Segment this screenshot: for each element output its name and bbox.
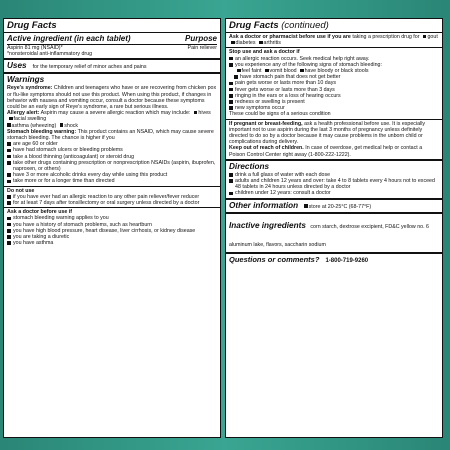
ask-doctor-heading: Ask a doctor before use if <box>7 209 73 216</box>
stomach-label: Stomach bleeding warning: <box>7 128 77 135</box>
warnings-section <box>4 74 220 186</box>
serious-condition-note: These could be signs of a serious condition <box>229 111 331 118</box>
pregnancy-text: ask a health professional before use. It is especially important not to use aspirin during the last 3 months of pregnancy unless definitely directed to do so by a doctor because it may cause problems in the unborn child or complications during delivery. <box>229 120 426 146</box>
stomach-text: This product contains an NSAID, which may cause severe stomach bleeding. The chance is higher if you <box>7 128 214 142</box>
sign-item: feel faint <box>241 68 262 75</box>
allergy-item: shock <box>64 122 79 129</box>
ingredient-footnote: *nonsteroidal anti-inflammatory drug <box>7 51 93 58</box>
list-item: stomach bleeding warning applies to you <box>7 215 217 221</box>
directions-section <box>226 161 442 200</box>
inactive-ingredients-text: corn starch, dextrose excipient, FD&C yellow no. 6 aluminum lake, flavors, saccharin sodium <box>229 223 430 248</box>
list-item: you experience any of the following signs of stomach bleeding: <box>229 62 439 68</box>
inactive-ingredients-heading: Inactive ingredients <box>229 220 306 230</box>
allergy-item: hives <box>198 110 211 117</box>
allergy-item: asthma (wheezing) <box>11 122 57 129</box>
pregnancy-label: If pregnant or breast-feeding, <box>229 120 303 127</box>
inactive-ingredients-section <box>226 214 442 254</box>
list-item: fever gets worse or lasts more than 3 days <box>229 87 439 93</box>
ask-pharmacist-heading: Ask a doctor or pharmacist before use if you are <box>229 34 351 40</box>
list-item: for at least 7 days after tonsillectomy or oral surgery unless directed by a doctor <box>7 200 217 206</box>
directions-heading: Directions <box>229 161 270 171</box>
list-item: ringing in the ears or a loss of hearing occurs <box>229 93 439 99</box>
list-item: drink a full glass of water with each dose <box>229 172 439 178</box>
condition-item: arthritis <box>263 40 281 47</box>
active-ingredient-section <box>4 33 220 60</box>
storage-text: store at 20-25°C (68-77°F) <box>308 203 372 210</box>
list-item: have had stomach ulcers or bleeding problems <box>7 147 217 153</box>
ask-pharmacist-section <box>226 33 442 48</box>
reyes-syndrome-warning <box>7 85 217 110</box>
stop-use-heading: Stop use and ask a doctor if <box>229 49 300 56</box>
list-item: adults and children 12 years and over: take 4 to 8 tablets every 4 hours not to exceed 48 tablets in 24 hours unless directed by a doctor <box>229 178 439 190</box>
list-item: an allergic reaction occurs. Seek medical help right away. <box>229 56 439 62</box>
list-item: take a blood thinning (anticoagulant) or steroid drug <box>7 154 217 160</box>
sign-item: vomit blood <box>269 68 297 75</box>
list-item: redness or swelling is present <box>229 99 439 105</box>
stomach-bleeding-warning <box>7 129 217 141</box>
do-not-use-heading: Do not use <box>7 187 35 194</box>
list-item: children under 12 years: consult a doctor <box>229 190 439 196</box>
list-item: take other drugs containing prescription or nonprescription NSAIDs (aspirin, ibuprofen, naproxen, or others) <box>7 160 217 172</box>
list-item: take more or for a longer time than directed <box>7 178 217 184</box>
drug-facts-continued-title <box>226 19 442 33</box>
condition-item: diabetes <box>235 40 256 47</box>
other-information-heading: Other information <box>229 200 299 210</box>
active-ingredient-header <box>7 34 217 45</box>
keep-out-label: Keep out of reach of children. <box>229 145 304 152</box>
reyes-text: Children and teenagers who have or are recovering from chicken pox or flu-like symptoms should not use this product. When using this product, if changes in behavior with nausea and vomiting occur, consult a doctor because these symptoms could be an early sign of Reye's syndrome, a rare but serious illness. <box>7 85 217 111</box>
active-ingredient-heading: Active ingredient (in each tablet) <box>7 34 131 43</box>
allergy-label: Allergy alert: <box>7 110 40 117</box>
continued-label: (continued) <box>281 20 329 31</box>
allergy-text: Aspirin may cause a severe allergic reaction which may include: <box>40 110 191 117</box>
ask-doctor-section <box>4 208 220 247</box>
drug-facts-panel-right <box>225 18 443 438</box>
list-item: you are taking a diuretic <box>7 234 217 240</box>
ask-pharmacist-text: taking a prescription drug for <box>352 34 420 40</box>
condition-item: gout <box>427 34 438 40</box>
list-item: pain gets worse or lasts more than 10 days <box>229 80 439 86</box>
list-item: have stomach pain that does not get better <box>229 74 439 80</box>
other-information-section <box>226 200 442 214</box>
list-item: you have asthma <box>7 240 217 246</box>
list-item: have 3 or more alcoholic drinks every day while using this product <box>7 172 217 178</box>
list-item: you have a history of stomach problems, such as heartburn <box>7 222 217 228</box>
uses-section <box>4 60 220 74</box>
warnings-heading: Warnings <box>7 75 45 85</box>
ingredient-name: Aspirin 81 mg (NSAID)* <box>7 45 63 51</box>
allergy-item: facial swelling <box>13 116 47 123</box>
do-not-use-section <box>4 187 220 209</box>
purpose-heading: Purpose <box>184 34 217 43</box>
questions-heading: Questions or comments? <box>229 254 320 264</box>
reyes-label: Reye's syndrome: <box>7 85 53 92</box>
allergy-alert <box>7 110 217 122</box>
ingredient-purpose: Pain reliever <box>187 45 217 51</box>
list-item: you have high blood pressure, heart disease, liver cirrhosis, or kidney disease <box>7 228 217 234</box>
list-item: if you have ever had an allergic reaction to any other pain reliever/fever reducer <box>7 194 217 200</box>
uses-heading: Uses <box>7 61 27 71</box>
list-item: are age 60 or older <box>7 141 217 147</box>
uses-text: for the temporary relief of minor aches and pains <box>32 64 147 71</box>
questions-section <box>226 254 442 266</box>
pregnancy-section <box>226 120 442 161</box>
sign-item: have bloody or black stools <box>304 68 369 75</box>
drug-facts-panel-left <box>3 18 221 438</box>
keep-out-text: In case of overdose, get medical help or contact a Poison Control Center right away (1-800-222-1222). <box>229 145 423 158</box>
stop-use-section <box>226 48 442 119</box>
drug-facts-title: Drug Facts <box>229 20 279 31</box>
list-item: new symptoms occur <box>229 105 439 111</box>
phone-number: 1-800-719-9260 <box>325 257 369 264</box>
drug-facts-title: Drug Facts <box>4 19 220 33</box>
